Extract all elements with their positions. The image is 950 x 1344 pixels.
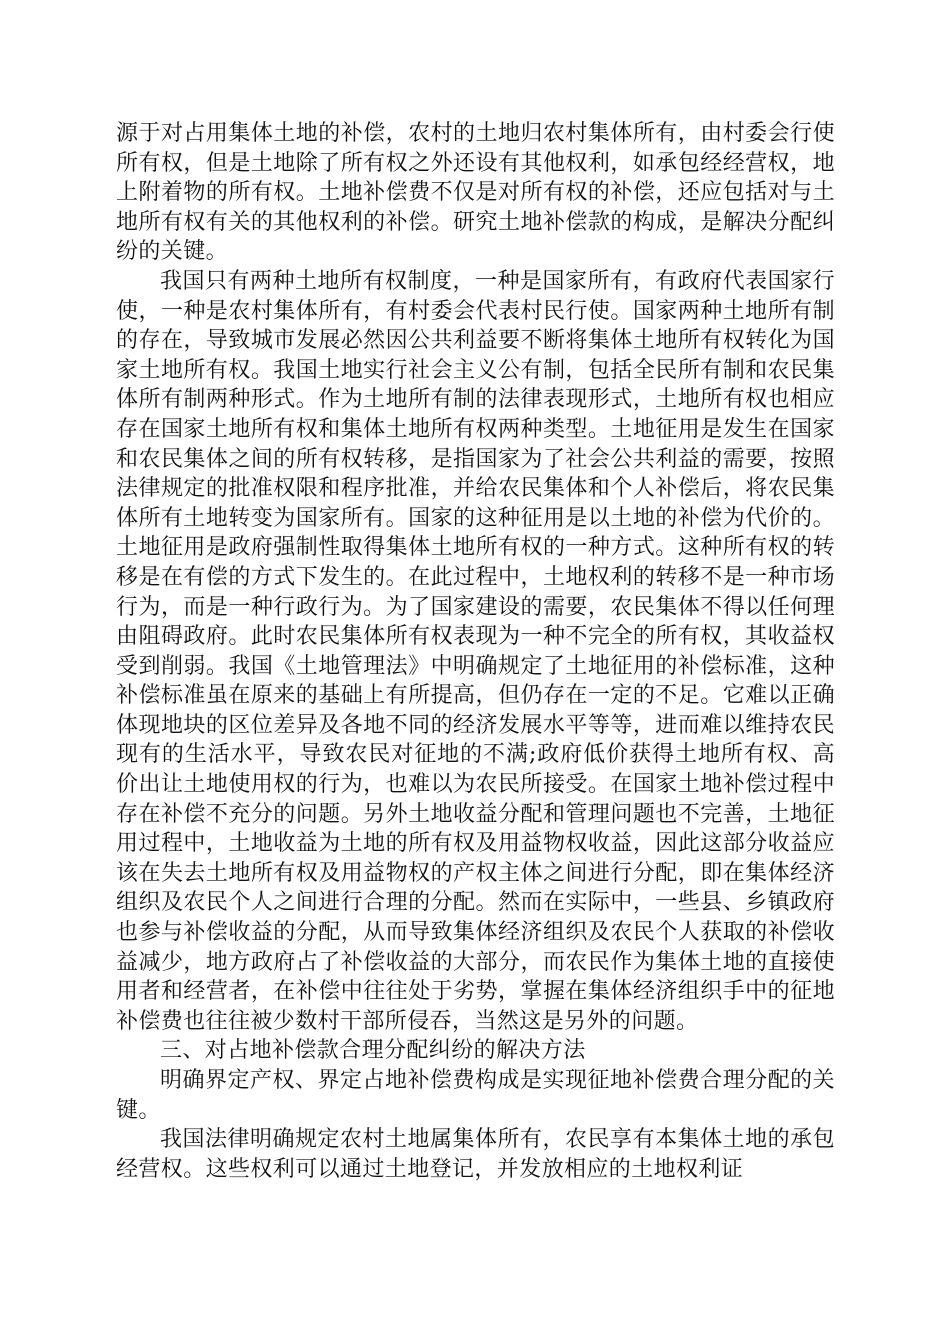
- paragraph-legal-basis: 我国法律明确规定农村土地属集体所有，农民享有本集体土地的承包经营权。这些权利可以通过土地登记，并发放相应的土地权利证: [116, 1127, 835, 1182]
- paragraph-continuation: 源于对占用集体土地的补偿，农村的土地归农村集体所有，由村委会行使所有权，但是土地除了所有权之外还设有其他权利，如承包经经营权，地上附着物的所有权。土地补偿费不仅是对所有权的补偿，还应包括对与土地所有权有关的其他权利的补偿。研究土地补偿款的构成，是解决分配纠纷的关键。: [116, 121, 835, 265]
- body-text: [116, 119, 835, 1184]
- section-heading: 三、对占地补偿款合理分配纠纷的解决方法: [160, 1038, 586, 1064]
- paragraph-key-point: 明确界定产权、界定占地补偿费构成是实现征地补偿费合理分配的关键。: [116, 1068, 835, 1123]
- paragraph-ownership-system: 我国只有两种土地所有权制度，一种是国家所有，有政府代表国家行使，一种是农村集体所有，有村委会代表村民行使。国家两种土地所有制的存在，导致城市发展必然因公共利益要不断将集体土地所有权转化为国家土地所有权。我国土地实行社会主义公有制，包括全民所有制和农民集体所有制两种形式。作为土地所有制的法律表现形式，土地所有权也相应存在国家土地所有权和集体土地所有权两种类型。土地征用是发生在国家和农民集体之间的所有权转移，是指国家为了社会公共利益的需要，按照法律规定的批准权限和程序批准，并给农民集体和个人补偿后，将农民集体所有土地转变为国家所有。国家的这种征用是以土地的补偿为代价的。土地征用是政府强制性取得集体土地所有权的一种方式。这种所有权的转移是在有偿的方式下发生的。在此过程中，土地权利的转移不是一种市场行为，而是一种行政行为。为了国家建设的需要，农民集体不得以任何理由阻碍政府。此时农民集体所有权表现为一种不完全的所有权，其收益权受到削弱。我国《土地管理法》中明确规定了土地征用的补偿标准，这种补偿标准虽在原来的基础上有所提高，但仍存在一定的不足。它难以正确体现地块的区位差异及各地不同的经济发展水平等等，进而难以维持农民现有的生活水平，导致农民对征地的不满;政府低价获得土地所有权、高价出让土地使用权的行为，也难以为农民所接受。在国家土地补偿过程中存在补偿不充分的问题。另外土地收益分配和管理问题也不完善，土地征用过程中，土地收益为土地的所有权及用益物权收益，因此这部分收益应该在失去土地所有权及用益物权的产权主体之间进行分配，即在集体经济组织及农民个人之间进行合理的分配。然而在实际中，一些县、乡镇政府也参与补偿收益的分配，从而导致集体经济组织及农民个人获取的补偿收益减少，地方政府占了补偿收益的大部分，而农民作为集体土地的直接使用者和经营者，在补偿中往往处于劣势，掌握在集体经济组织手中的征地补偿费也往往被少数村干部所侵吞，当然这是另外的问题。: [116, 268, 835, 1034]
